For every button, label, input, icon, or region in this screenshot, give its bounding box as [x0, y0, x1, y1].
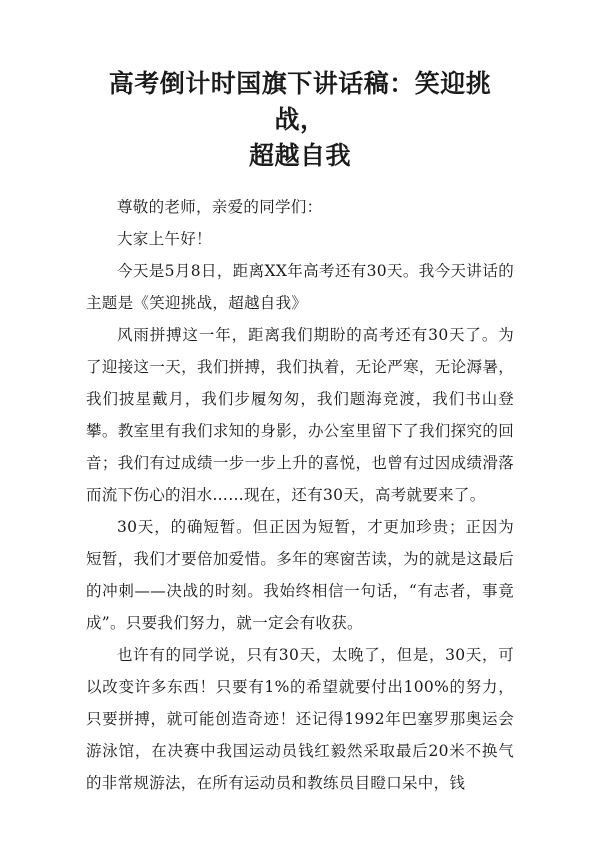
title-line-1: 高考倒计时国旗下讲话稿：笑迎挑战， — [108, 69, 492, 134]
paragraph-salutation: 尊敬的老师，亲爱的同学们： — [117, 198, 323, 216]
paragraph-body-2: 30天，的确短暂。但正因为短暂，才更加珍贵；正因为短暂，我们才要倍加爱惜。多年的寒窗苦读，为的就是这最后的冲刺——决战的时刻。我始终相信一句话，“有志者，事竟成”。只要我们努力，就一定会有收获。 — [86, 518, 514, 632]
paragraph-body-1: 风雨拼搏这一年，距离我们期盼的高考还有30天了。为了迎接这一天，我们拼搏，我们执着，无论严寒，无论溽暑，我们披星戴月，我们步履匆匆，我们题海竞渡，我们书山登攀。教室里有我们求知的身影，办公室里留下了我们探究的回音；我们有过成绩一步一步上升的喜悦，也曾有过因成绩滑落而流下伤心的泪水……现在，还有30天，高考就要来了。 — [86, 326, 514, 504]
paragraph-topic: 今天是5月8日，距离XX年高考还有30天。我今天讲话的主题是《笑迎挑战，超越自我》 — [86, 262, 514, 312]
document-title — [86, 66, 514, 174]
paragraph-body-3: 也许有的同学说，只有30天，太晚了，但是，30天，可以改变许多东西！只要有1%的希望就要付出100%的努力，只要拼搏，就可能创造奇迹！还记得1992年巴塞罗那奥运会游泳馆，在决赛中我国运动员钱红毅然采取最后20米不换气的非常规游法，在所有运动员和教练员目瞪口呆中，钱 — [86, 646, 514, 792]
title-line-2: 超越自我 — [248, 141, 351, 170]
paragraph-greeting: 大家上午好！ — [117, 230, 212, 248]
